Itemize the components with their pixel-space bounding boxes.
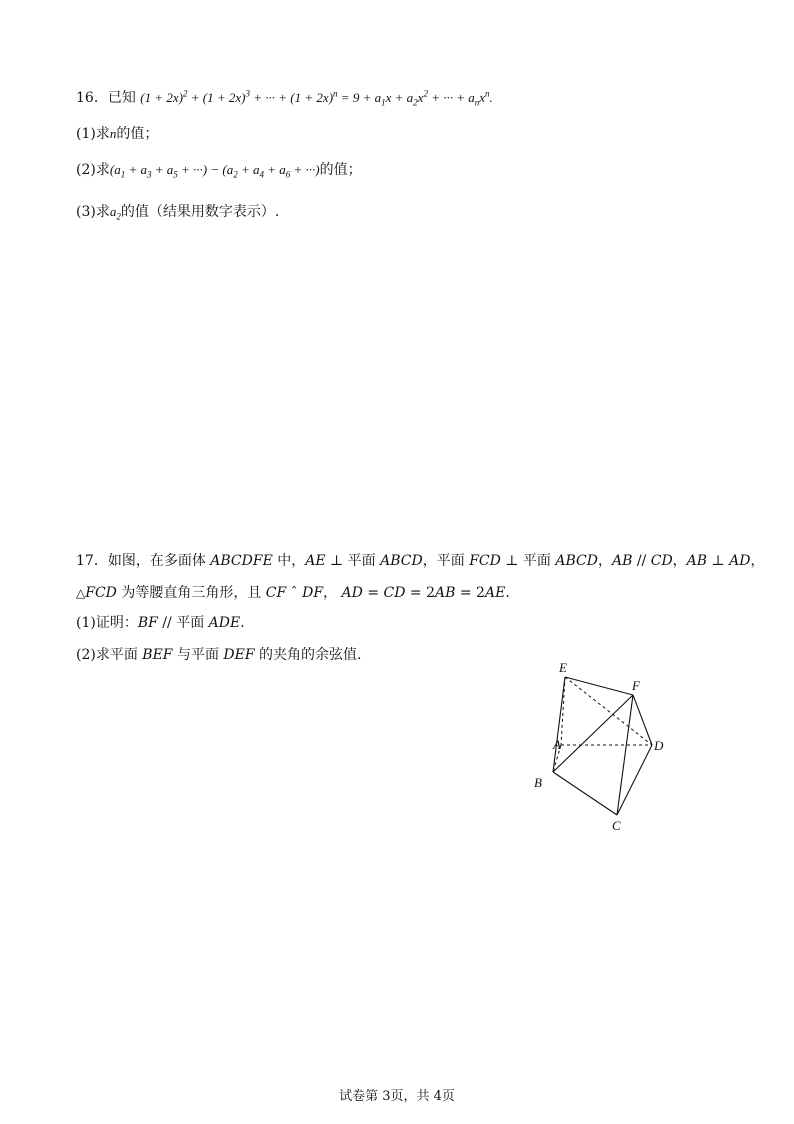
q16-intro: 已知 — [107, 90, 136, 106]
q16-part2-label: (2) — [76, 162, 96, 178]
label-F: F — [632, 678, 640, 693]
q16-part1 — [76, 124, 158, 144]
q16-part2-pre: 求 — [95, 162, 110, 178]
q16-part1-pre: 求 — [95, 126, 110, 142]
q16-part3-post: 的值（结果用数字表示）. — [120, 204, 280, 220]
q16-part3-pre: 求 — [95, 204, 110, 220]
q16-part2 — [76, 160, 362, 180]
q16-part1-label: (1) — [76, 126, 96, 142]
q17-part2: (2)求平面 BEF 与平面 DEF 的夹角的余弦值. — [76, 647, 362, 663]
q16-part3-var: $a_2$ — [109, 204, 121, 222]
q16-number: 16． — [76, 90, 108, 106]
edge-CF — [617, 695, 633, 815]
edge-EF — [565, 677, 633, 695]
q16-part3-label: (3) — [76, 204, 96, 220]
page-footer: 试卷第 3页，共 4页 — [339, 1089, 455, 1104]
q16-part2-expr: ($a_1 + a_3 + a_5$ + ···) − ($a_2 + a_4 + a_6$ + ···) — [109, 162, 320, 180]
edge-BF — [553, 695, 633, 772]
q16-part2-post: 的值； — [319, 162, 362, 178]
label-D: D — [654, 738, 664, 753]
polyhedron-figure — [520, 655, 690, 835]
q17-statement-line1: 17．如图，在多面体 ABCDFE 中，AE ⊥ 平面 ABCD，平面 FCD ⊥ 平面 ABCD，AB // CD，AB ⊥ AD， — [76, 553, 765, 569]
edge-EA — [561, 677, 565, 745]
q16-formula: $(1 + 2x)^2 + (1 + 2x)^3$ + ··· + $(1 + 2x)^n = 9 + a_1x + a_2x^2$ + ··· + $a_nx^n$. — [140, 88, 493, 108]
q16-part3 — [76, 202, 279, 222]
label-E: E — [559, 660, 567, 675]
edge-CD — [617, 745, 652, 815]
label-A: A — [553, 737, 561, 752]
label-B: B — [534, 775, 542, 790]
q17-part1: (1)证明：BF // 平面 ADE. — [76, 615, 245, 631]
q17-statement-line2: △FCD 为等腰直角三角形，且 CF ˆ DF， AD = CD = 2AB = 2AE. — [76, 585, 510, 601]
edge-EB — [553, 677, 565, 772]
edge-BC — [553, 772, 617, 815]
label-C: C — [612, 818, 621, 833]
q16-statement — [76, 88, 493, 108]
q16-part1-post: 的值； — [116, 126, 159, 142]
q16-part1-var: n — [109, 126, 117, 141]
